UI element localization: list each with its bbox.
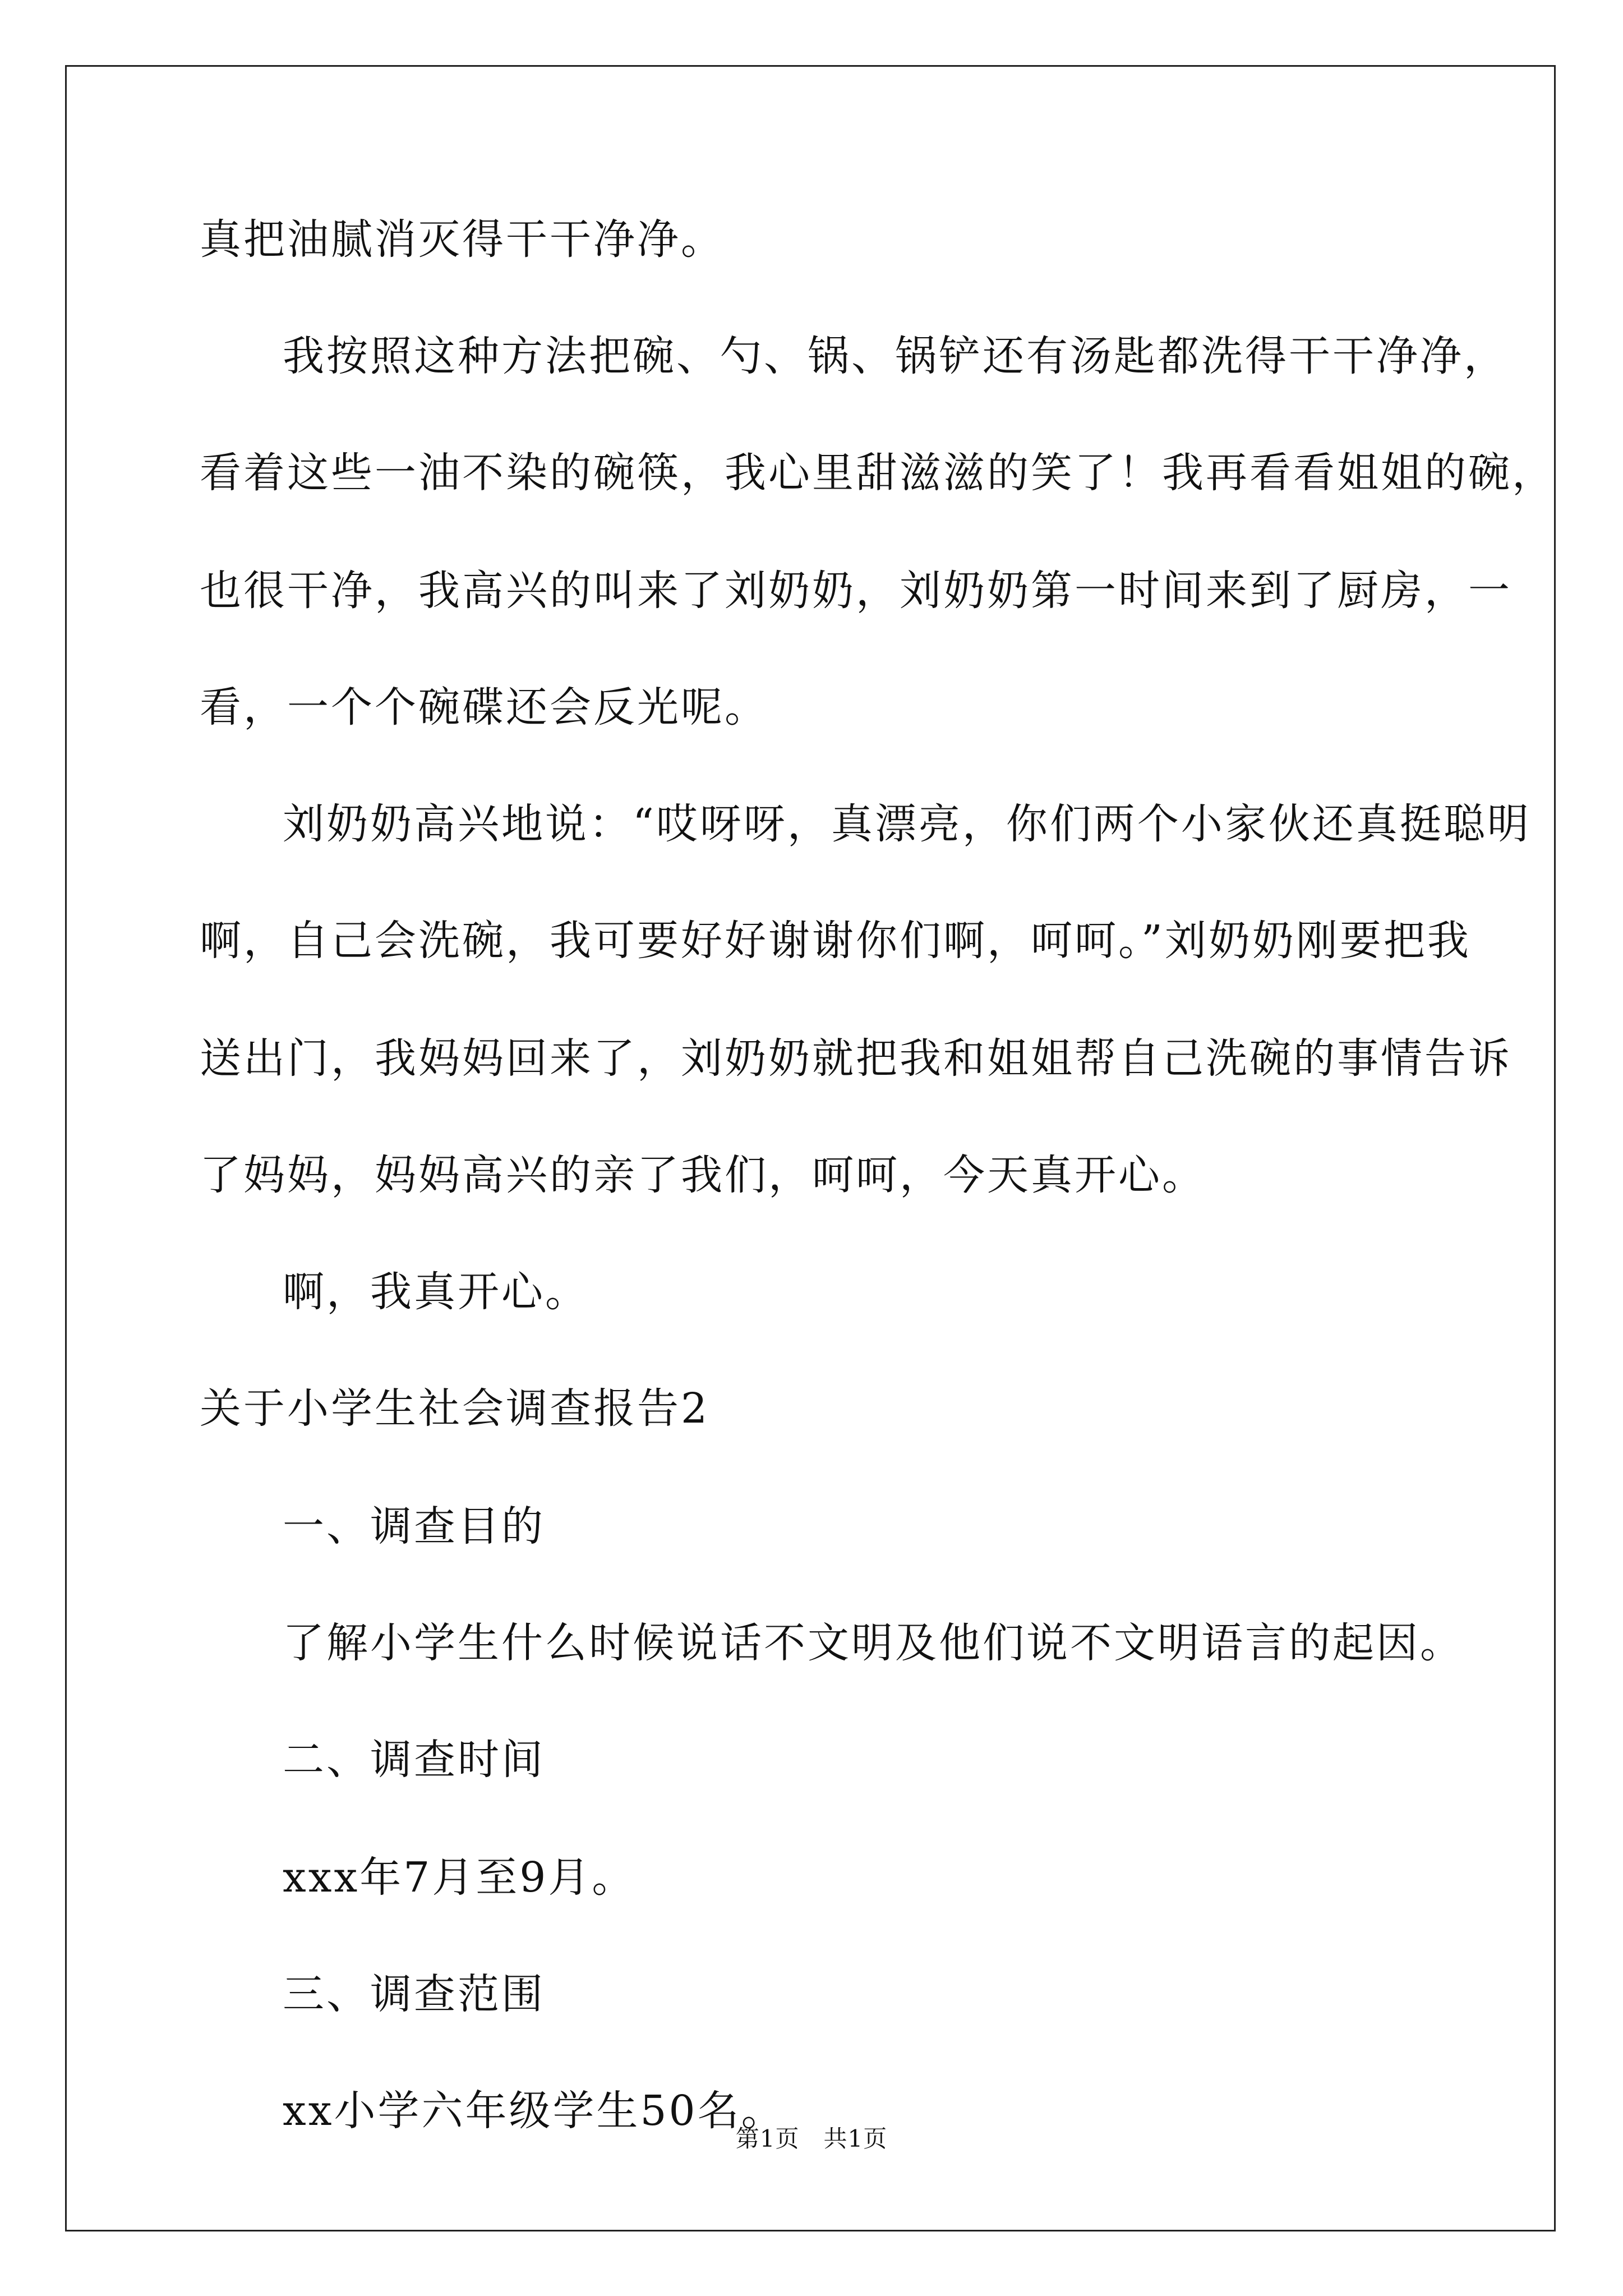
paragraph-line: 也很干净，我高兴的叫来了刘奶奶，刘奶奶第一时间来到了厨房，一 [200,567,1512,615]
page-footer: 第1页 共1页 [735,2125,888,2152]
paragraph-line: 刘奶奶高兴地说：“哎呀呀，真漂亮，你们两个小家伙还真挺聪明 [283,800,1531,848]
paragraph-line: 啊，我真开心。 [283,1268,589,1316]
paragraph-line: 了解小学生什么时候说话不文明及他们说不文明语言的起因。 [283,1619,1464,1667]
paragraph-line: 啊，自己会洗碗，我可要好好谢谢你们啊，呵呵。”刘奶奶刚要把我 [200,917,1471,965]
paragraph-line: 看，一个个碗碟还会反光呢。 [200,683,768,731]
paragraph-line: xx小学六年级学生50名。 [283,2087,785,2135]
section-heading: 二、调查时间 [283,1736,545,1784]
paragraph-line: 真把油腻消灭得干干净净。 [200,215,725,264]
section-title: 关于小学生社会调查报告2 [200,1384,710,1433]
section-heading: 三、调查范围 [283,1970,545,2018]
section-heading: 一、调查目的 [283,1502,545,1550]
paragraph-line: 看着这些一油不染的碗筷，我心里甜滋滋的笑了！我再看看姐姐的碗， [200,449,1556,497]
paragraph-line: 送出门，我妈妈回来了，刘奶奶就把我和姐姐帮自己洗碗的事情告诉 [200,1034,1512,1083]
paragraph-line: 了妈妈，妈妈高兴的亲了我们，呵呵，今天真开心。 [200,1151,1206,1199]
page-border [65,65,1556,2231]
paragraph-line: 我按照这种方法把碗、勺、锅、锅铲还有汤匙都洗得干干净净， [283,332,1507,380]
paragraph-line: xxx年7月至9月。 [283,1853,636,1902]
